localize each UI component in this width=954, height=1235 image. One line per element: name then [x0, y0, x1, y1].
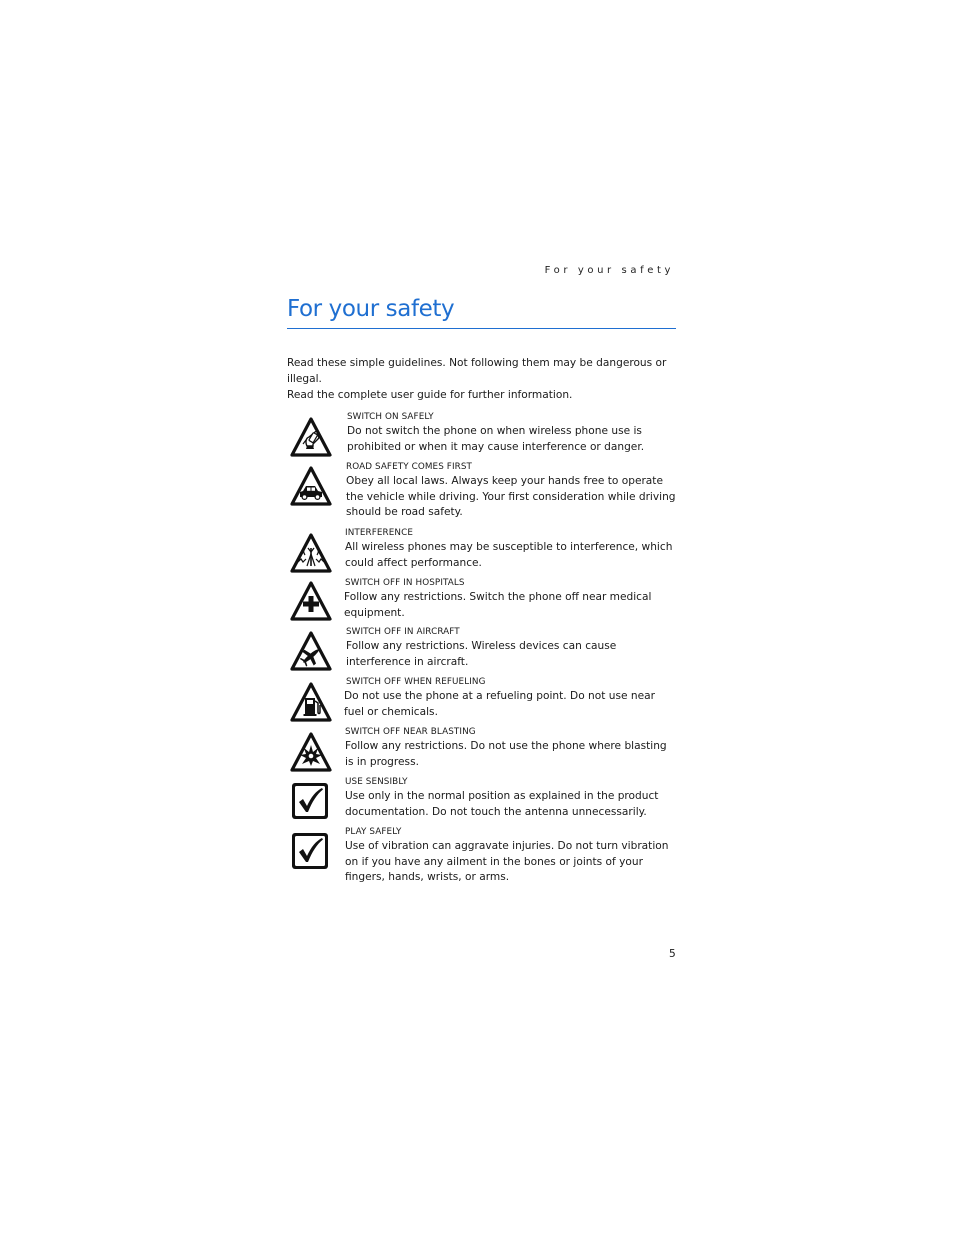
checkmark-box-icon [289, 831, 333, 873]
safety-item-text [344, 577, 677, 621]
safety-item-heading: ROAD SAFETY COMES FIRST [346, 462, 473, 472]
safety-item-heading: USE SENSIBLY [345, 777, 408, 787]
intro-line: Read these simple guidelines. Not following them may be dangerous or illegal. [287, 357, 667, 385]
safety-item-body: Follow any restrictions. Switch the phone off near medical equipment. [344, 591, 652, 619]
safety-item-body: Use only in the normal position as explained in the product documentation. Do not touch the antenna unnecessarily. [345, 790, 659, 818]
checkmark-box-icon [289, 781, 333, 823]
medical-cross-warning-icon [289, 580, 333, 622]
safety-item-text [346, 461, 679, 521]
safety-item-heading: PLAY SAFELY [345, 827, 402, 837]
safety-item-text [345, 776, 678, 820]
safety-item-body: Obey all local laws. Always keep your hands free to operate the vehicle while driving. Your first consideration while driving should be road safety. [346, 475, 676, 518]
safety-item-heading: SWITCH OFF NEAR BLASTING [345, 727, 476, 737]
safety-item-heading: SWITCH ON SAFELY [347, 412, 434, 422]
safety-item-body: Use of vibration can aggravate injuries. Do not turn vibration on if you have any ailment in the bones or joints of your fingers, hands, wrists, or arms. [345, 840, 669, 883]
safety-item-body: All wireless phones may be susceptible to interference, which could affect performance. [345, 541, 673, 569]
page-number: 5 [669, 948, 676, 960]
explosion-warning-icon [289, 731, 333, 773]
safety-item-text [345, 527, 678, 571]
running-header: For your safety [544, 265, 674, 276]
safety-item-text [345, 826, 678, 886]
safety-item-text [344, 676, 677, 720]
safety-item-heading: INTERFERENCE [345, 528, 413, 538]
title-rule [287, 328, 676, 329]
safety-item-body: Do not switch the phone on when wireless phone use is prohibited or when it may cause interference or danger. [347, 425, 645, 453]
safety-item-text [346, 626, 679, 670]
intro-paragraph [287, 355, 682, 403]
hand-phone-warning-icon [289, 416, 333, 458]
safety-item-text [345, 726, 678, 770]
safety-item-text [347, 411, 680, 455]
safety-item-body: Follow any restrictions. Do not use the phone where blasting is in progress. [345, 740, 667, 768]
page-title: For your safety [287, 296, 455, 322]
safety-item-heading: SWITCH OFF IN HOSPITALS [345, 578, 465, 588]
antenna-interference-warning-icon [289, 532, 333, 574]
airplane-warning-icon [289, 630, 333, 672]
safety-item-body: Do not use the phone at a refueling point. Do not use near fuel or chemicals. [344, 690, 655, 718]
fuel-pump-warning-icon [289, 681, 333, 723]
safety-item-body: Follow any restrictions. Wireless devices can cause interference in aircraft. [346, 640, 617, 668]
intro-line: Read the complete user guide for further information. [287, 389, 573, 401]
safety-item-heading: SWITCH OFF WHEN REFUELING [346, 677, 486, 687]
safety-item-heading: SWITCH OFF IN AIRCRAFT [346, 627, 460, 637]
car-warning-icon [289, 465, 333, 507]
